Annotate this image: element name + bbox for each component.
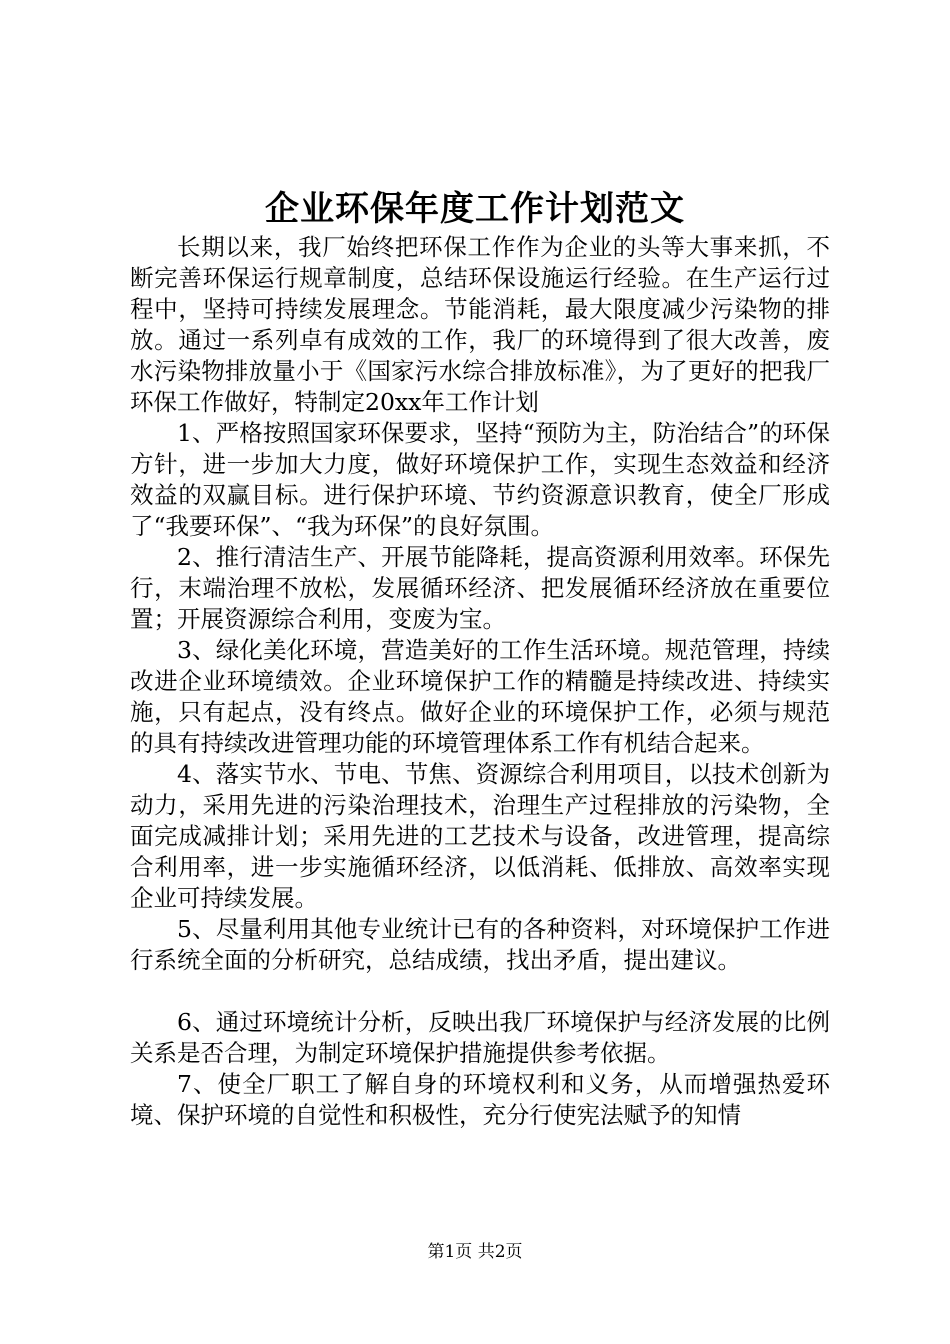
document-body [130,232,830,1131]
paragraph-item-5: 5、尽量利用其他专业统计已有的各种资料，对环境保护工作进行系统全面的分析研究，总结成绩，找出矛盾，提出建议。 [130,915,830,974]
paragraph-item-7: 7、使全厂职工了解自身的环境权利和义务，从而增强热爱环境、保护环境的自觉性和积极性，充分行使宪法赋予的知情 [130,1070,830,1129]
intro-paragraph: 长期以来，我厂始终把环保工作作为企业的头等大事来抓，不断完善环保运行规章制度，总结环保设施运行经验。在生产运行过程中，坚持可持续发展理念。节能消耗，最大限度减少污染物的排放。通过一系列卓有成效的工作，我厂的环境得到了很大改善，废水污染物排放量小于《国家污水综合排放标准》，为了更好的把我厂环保工作做好，特制定20xx年工作计划 [130,233,830,416]
paragraph-item-4: 4、落实节水、节电、节焦、资源综合利用项目，以技术创新为动力，采用先进的污染治理技术，治理生产过程排放的污染物，全面完成减排计划；采用先进的工艺技术与设备，改进管理，提高综合利用率，进一步实施循环经济，以低消耗、低排放、高效率实现企业可持续发展。 [130,760,830,912]
document-title: 企业环保年度工作计划范文 [265,189,685,229]
paragraph-item-1: 1、严格按照国家环保要求，坚持“预防为主，防治结合”的环保方针，进一步加大力度，做好环境保护工作，实现生态效益和经济效益的双赢目标。进行保护环境、节约资源意识教育，使全厂形成了“我要环保”、“我为环保”的良好氛围。 [130,419,830,540]
paragraph-item-3: 3、绿化美化环境，营造美好的工作生活环境。规范管理，持续改进企业环境绩效。企业环境保护工作的精髓是持续改进、持续实施，只有起点，没有终点。做好企业的环境保护工作，必须与规范的具有持续改进管理功能的环境管理体系工作有机结合起来。 [130,636,830,757]
page-number-footer: 第1页 共2页 [427,1242,523,1262]
paragraph-item-2: 2、推行清洁生产、开展节能降耗，提高资源利用效率。环保先行，末端治理不放松，发展循环经济、把发展循环经济放在重要位置；开展资源综合利用，变废为宝。 [130,543,830,633]
paragraph-item-6: 6、通过环境统计分析，反映出我厂环境保护与经济发展的比例关系是否合理，为制定环境保护措施提供参考依据。 [130,1008,830,1067]
